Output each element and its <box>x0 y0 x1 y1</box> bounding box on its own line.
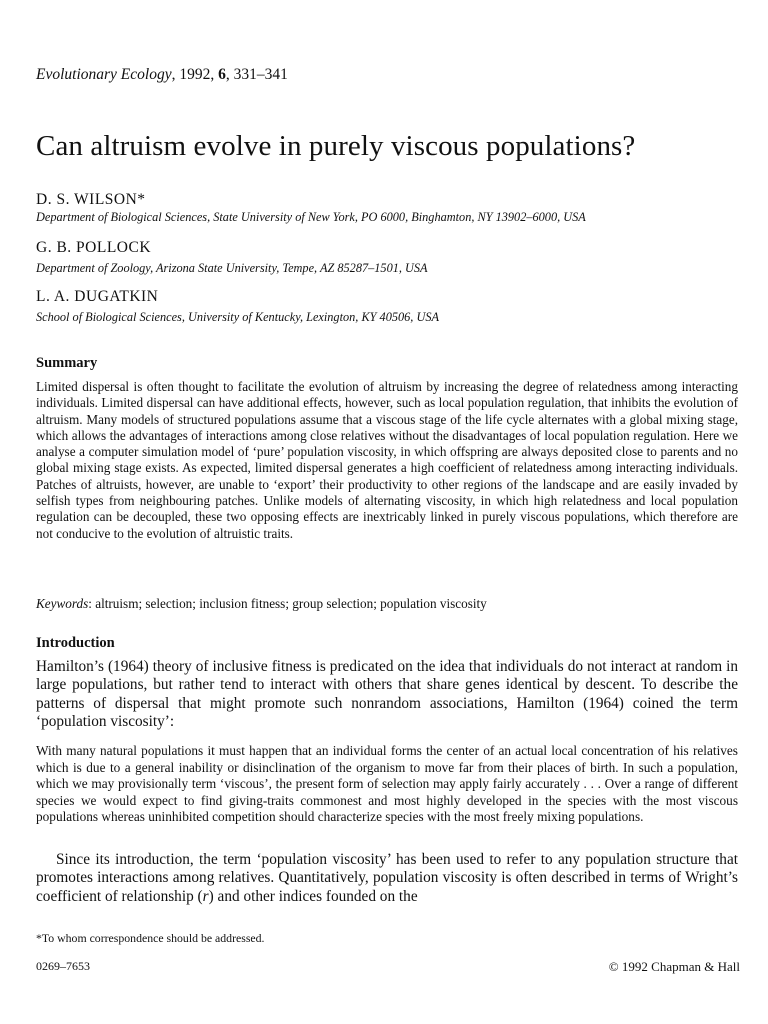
correspondence-footnote: *To whom correspondence should be addressed. <box>36 931 265 945</box>
journal-citation <box>36 66 288 84</box>
author-affiliation: Department of Zoology, Arizona State University, Tempe, AZ 85287–1501, USA <box>36 261 428 275</box>
introduction-paragraph: Hamilton’s (1964) theory of inclusive fitness is predicated on the idea that individuals do not interact at random in large populations, but rather tend to interact with others that share genes identical by descent. To describe the patterns of dispersal that might promote such nonrandom associations, Hamilton (1964) coined the term ‘population viscosity’: <box>36 658 738 730</box>
keywords-text: : altruism; selection; inclusion fitness; group selection; population viscosity <box>88 596 487 611</box>
journal-name: Evolutionary Ecology <box>36 66 172 83</box>
author-affiliation: School of Biological Sciences, University of Kentucky, Lexington, KY 40506, USA <box>36 310 439 324</box>
copyright-notice: © 1992 Chapman & Hall <box>608 959 740 974</box>
introduction-heading: Introduction <box>36 635 115 651</box>
summary-text: Limited dispersal is often thought to facilitate the evolution of altruism by increasing the degree of relatedness among interacting individuals. Limited dispersal can have additional effects, however, such as local population regulation, that inhibits the evolution of altruism. Many models of structured populations assume that a viscous stage of the life cycle alternates with a global mixing stage, which allows the advantages of interactions among close relatives without the disadvantages of local population regulation. Here we analyse a computer simulation model of ‘pure’ population viscosity, in which offspring are always deposited close to parents and no global mixing stage exists. As expected, limited dispersal generates a high coefficient of relatedness among interacting individuals. Patches of altruists, however, are unable to ‘export’ their productivity to other regions of the landscape and are easily invaded by selfish types from neighbouring patches. Unlike models of alternating viscosity, in which high relatedness and local population regulation can be decoupled, these two opposing effects are inextricably linked in purely viscous populations, which therefore are not conducive to the evolution of altruistic traits. <box>36 379 738 541</box>
keywords-label: Keywords <box>36 596 89 611</box>
journal-year: , 1992, <box>171 66 219 83</box>
journal-volume: 6 <box>218 66 226 83</box>
journal-pages: , 331–341 <box>225 66 288 83</box>
author-affiliation: Department of Biological Sciences, State University of New York, PO 6000, Binghamton, NY 13902–6000, USA <box>36 210 586 224</box>
introduction-paragraph-2: Since its introduction, the term ‘population viscosity’ has been used to refer to any population structure that promotes interactions among relatives. Quantitatively, population viscosity is often described in terms of Wright’s coefficient of relationship (r) and other indices founded on the <box>36 851 738 905</box>
hamilton-quote: With many natural populations it must happen that an individual forms the center of an actual local concentration of his relatives which is due to a general inability or disinclination of the organism to move far from their places of birth. In such a population, which we may provisionally term ‘viscous’, the present form of selection may apply fairly accurately . . . Over a range of different species we would expect to find giving-traits commonest and most highly developed in the species with the most viscous populations whereas uninhibited competition should characterize species with the most freely mixing populations. <box>36 743 738 825</box>
summary-heading: Summary <box>36 355 98 371</box>
issn-number: 0269–7653 <box>36 959 90 973</box>
keywords <box>36 596 487 612</box>
author-name: L. A. DUGATKIN <box>36 288 159 305</box>
author-name: G. B. POLLOCK <box>36 239 152 256</box>
author-name: D. S. WILSON* <box>36 191 146 208</box>
relationship-symbol: r <box>202 887 209 905</box>
article-title: Can altruism evolve in purely viscous populations? <box>36 130 636 162</box>
